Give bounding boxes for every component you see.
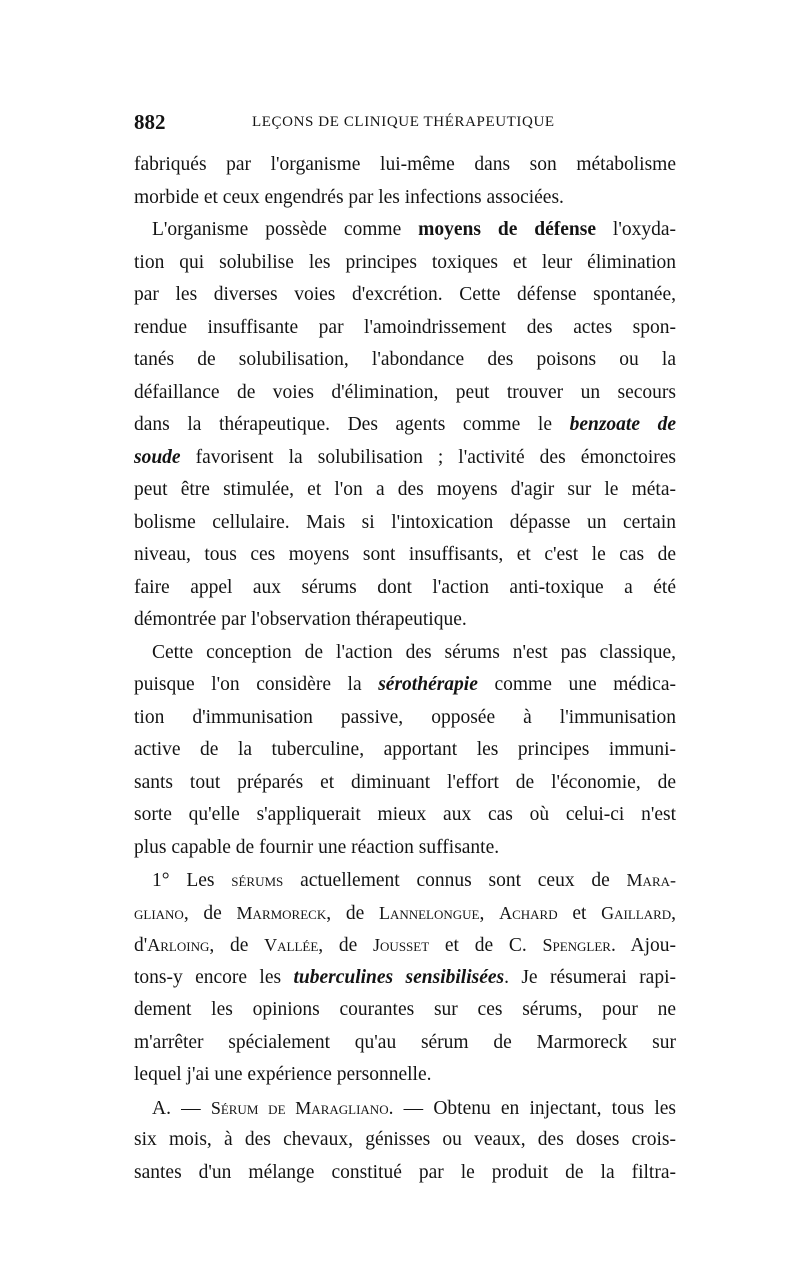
text-line — [134, 572, 676, 605]
text-run: tion d'immunisation passive, opposée à l'immunisation — [134, 706, 676, 728]
text-line — [134, 409, 676, 442]
text-line — [134, 442, 676, 475]
text-run: actuellement connus sont ceux de — [283, 870, 627, 891]
text-line — [134, 864, 676, 897]
italic-text: sérothérapie — [378, 674, 478, 695]
text-run: . Ajou- — [610, 935, 676, 956]
text-line — [134, 962, 676, 995]
text-run: santes d'un mélange constitué par le produit de la filtra- — [134, 1161, 676, 1183]
text-run: l'oxyda- — [596, 219, 676, 240]
text-line — [134, 604, 676, 637]
text-run: , de — [183, 902, 237, 924]
text-run: d' — [134, 935, 148, 956]
text-line — [134, 149, 676, 182]
page-number: 882 — [134, 110, 166, 134]
text-line — [134, 897, 676, 930]
text-run: lequel j'ai une expérience personnelle. — [134, 1064, 432, 1085]
text-run: peut être stimulée, et l'on a des moyens d'agir sur le méta- — [134, 479, 676, 500]
text-line — [134, 1059, 676, 1092]
text-line — [134, 182, 676, 215]
text-line — [134, 994, 676, 1027]
text-line — [134, 279, 676, 312]
text-run: dement les opinions courantes sur ces sérums, pour ne — [134, 999, 676, 1020]
text-run: . — Obtenu en injectant, tous les — [388, 1097, 676, 1119]
text-run: niveau, tous ces moyens sont insuffisants, et c'est le cas de — [134, 544, 676, 565]
text-run: fabriqués par l'organisme lui-même dans son métabolisme — [134, 154, 676, 175]
text-line — [134, 1027, 676, 1060]
text-line — [134, 832, 676, 865]
running-title: LEÇONS DE CLINIQUE THÉRAPEUTIQUE — [252, 114, 555, 130]
text-line — [134, 247, 676, 280]
text-run: , — [479, 902, 500, 924]
small-caps-text: Achard — [499, 902, 558, 923]
text-line — [134, 669, 676, 702]
text-run: . Je résumerai rapi- — [504, 966, 676, 988]
text-line — [134, 344, 676, 377]
text-line — [134, 312, 676, 345]
small-caps-text: Mara- — [626, 870, 676, 890]
small-caps-text: Marmoreck — [236, 902, 327, 923]
text-line — [134, 214, 676, 247]
text-run: tanés de solubilisation, l'abondance des poisons ou la — [134, 349, 676, 370]
text-line — [134, 1157, 676, 1190]
small-caps-text: Arloing — [147, 935, 210, 955]
text-run: démontrée par l'observation thérapeutique. — [134, 609, 467, 630]
text-run: puisque l'on considère la — [134, 674, 379, 695]
small-caps-text: Jousset — [373, 935, 430, 955]
text-run: tons-y encore les — [134, 966, 294, 988]
text-run: dans la thérapeutique. Des agents comme le — [134, 414, 570, 435]
text-line — [134, 767, 676, 800]
text-run: sorte qu'elle s'appliquerait mieux aux cas où celui-ci n'est — [134, 804, 676, 825]
text-run: 1° Les — [152, 870, 232, 891]
text-run: rendue insuffisante par l'amoindrissement des actes spon- — [134, 316, 676, 338]
running-header — [134, 110, 674, 138]
text-run: par les diverses voies d'excrétion. Cette défense spontanée, — [134, 284, 676, 305]
text-line — [134, 539, 676, 572]
small-caps-text: Vallée — [264, 935, 319, 955]
text-run: , — [671, 902, 677, 924]
text-line — [134, 1124, 676, 1157]
italic-text: benzoate de — [569, 414, 676, 435]
small-caps-text: sérums — [231, 870, 284, 890]
text-run: active de la tuberculine, apportant les principes immuni- — [134, 739, 676, 760]
text-line — [134, 702, 676, 735]
text-run: A. — — [152, 1097, 211, 1119]
text-run: faire appel aux sérums dont l'action anti-toxique a été — [134, 576, 676, 598]
text-line — [134, 637, 676, 670]
text-line — [134, 1092, 676, 1125]
text-run: comme une médica- — [477, 674, 676, 695]
text-run: , de — [209, 935, 265, 956]
text-run: favorisent la solubilisation ; l'activité des émonctoires — [180, 446, 676, 468]
small-caps-text: Gaillard — [601, 902, 672, 923]
body-text — [134, 149, 676, 1189]
text-line — [134, 799, 676, 832]
italic-text: soude — [134, 446, 181, 468]
text-run: bolisme cellulaire. Mais si l'intoxication dépasse un certain — [134, 511, 676, 533]
small-caps-text: Sérum de Maragliano — [210, 1097, 389, 1118]
text-run: plus capable de fournir une réaction suffisante. — [134, 836, 500, 858]
text-line — [134, 929, 676, 962]
bold-text: moyens de défense — [418, 219, 597, 240]
text-line — [134, 734, 676, 767]
text-run: L'organisme possède comme — [152, 219, 419, 240]
text-run: sants tout préparés et diminuant l'effort de l'économie, de — [134, 771, 676, 793]
text-line — [134, 474, 676, 507]
italic-text: tuberculines sensibilisées — [293, 966, 505, 988]
small-caps-text: gliano — [134, 902, 184, 923]
text-run: , de — [326, 902, 379, 924]
text-run: morbide et ceux engendrés par les infections associées. — [134, 186, 564, 208]
text-line — [134, 507, 676, 540]
small-caps-text: Lannelongue — [378, 902, 480, 923]
text-run: et — [557, 902, 602, 924]
text-line — [134, 377, 676, 410]
text-run: tion qui solubilise les principes toxiques et leur élimination — [134, 251, 676, 273]
text-run: , de — [318, 935, 374, 956]
text-run: Cette conception de l'action des sérums n'est pas classique, — [152, 641, 676, 663]
text-run: défaillance de voies d'élimination, peut trouver un secours — [134, 381, 676, 403]
text-run: six mois, à des chevaux, génisses ou veaux, des doses crois- — [134, 1129, 676, 1150]
text-run: et de C. — [429, 935, 543, 956]
text-run: m'arrêter spécialement qu'au sérum de Marmoreck sur — [134, 1031, 676, 1053]
small-caps-text: Spengler — [542, 935, 611, 955]
